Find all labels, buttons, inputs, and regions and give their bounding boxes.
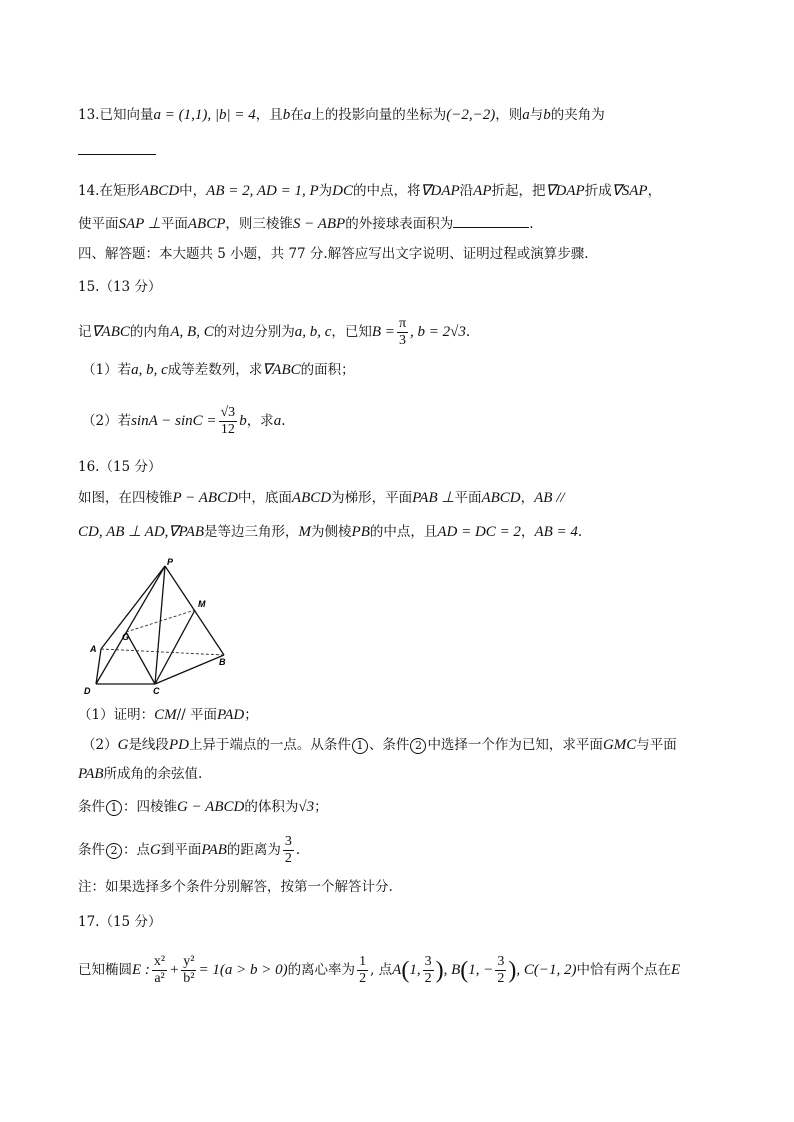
pyramid-figure <box>76 555 236 697</box>
fraction-numerator: 3 <box>284 834 292 849</box>
segment-GC <box>126 632 155 684</box>
q13-math-coords: (−2,−2) <box>446 107 496 123</box>
label-B: B <box>219 657 226 667</box>
q13-text: 上的投影向量的坐标为 <box>311 107 447 123</box>
q16-math: G <box>150 842 161 858</box>
q16-math: CM <box>154 707 177 723</box>
q13-math-a: a <box>303 107 312 123</box>
q13-math-b: b <box>282 107 291 123</box>
q14-math: SAP ⊥ <box>118 216 161 232</box>
q16-text: ， <box>520 490 535 506</box>
label-P: P <box>167 557 174 567</box>
q14-math: S − ABP <box>292 216 346 232</box>
q16-math: M <box>298 524 312 540</box>
fraction-denominator: b² <box>183 971 195 986</box>
q14-math: ABCP <box>187 216 226 232</box>
q13-text: 在 <box>290 107 304 123</box>
q16-math: AB // <box>534 490 565 506</box>
q14-text: 使平面 <box>78 216 119 232</box>
q16-text: . <box>295 842 301 858</box>
q14-line2 <box>78 213 534 234</box>
q16-part2-line1 <box>82 735 677 755</box>
edge-PA <box>101 566 165 649</box>
q15-math: a <box>273 413 282 429</box>
paren-close: ) <box>508 957 517 984</box>
q17-fraction-y2-b2 <box>181 954 196 987</box>
q14-math: ∇SAP <box>611 183 648 199</box>
fraction-denominator: 2 <box>497 971 505 986</box>
q13-answer-blank <box>78 140 156 161</box>
fraction-denominator: 2 <box>424 971 432 986</box>
q16-text: 条件 <box>78 799 105 815</box>
q16-text: ：四棱锥 <box>123 799 177 815</box>
fraction-denominator: 2 <box>284 851 292 866</box>
circled-number-1: 1 <box>106 800 122 816</box>
q15-heading-text: 15.（13 分） <box>78 279 162 295</box>
q16-text: 中，底面 <box>237 490 292 506</box>
q16-fraction-3-over-2 <box>283 834 294 867</box>
q15-math: a, b, c <box>294 324 332 340</box>
fraction-denominator: a² <box>154 971 165 986</box>
q16-condition1 <box>78 797 328 817</box>
q14-text: 的外接球表面积为 <box>345 216 454 232</box>
q15-part2 <box>82 403 285 439</box>
q15-text: 成等差数列，求 <box>167 362 263 378</box>
q16-text: // 平面 <box>176 707 217 723</box>
q16-math: √3 <box>298 799 315 815</box>
paren-open: ( <box>460 957 469 984</box>
q15-math: a, b, c <box>131 362 168 378</box>
q17-math: E : <box>132 962 150 978</box>
q17-math: A <box>392 962 402 978</box>
q17-text: 已知椭圆 <box>78 962 132 978</box>
q14-math: AP <box>473 183 492 199</box>
q16-math: PAB ⊥ <box>412 490 455 506</box>
q14-text: 沿 <box>459 183 474 199</box>
q16-heading <box>78 457 161 477</box>
q16-heading-text: 16.（15 分） <box>78 459 162 475</box>
q14-math: ∇DAP <box>545 183 585 199</box>
q14-math: ABCD <box>139 183 180 199</box>
paren-open: ( <box>401 957 410 984</box>
q16-part2-line2 <box>78 764 202 784</box>
q15-text: 的对边分别为 <box>213 324 295 340</box>
q16-text: 到平面 <box>160 842 202 858</box>
q17-stem <box>78 950 680 991</box>
q15-math: sinA − sinC = <box>131 413 217 429</box>
q16-math: PD <box>168 737 189 753</box>
fraction-numerator: π <box>398 316 407 331</box>
label-A: A <box>90 644 97 654</box>
q16-text: 、条件 <box>368 737 410 753</box>
q17-fraction-x2-a2 <box>152 954 167 987</box>
q16-text: 上异于端点的一点。从条件 <box>188 737 351 753</box>
q17-fraction-eccentricity <box>357 954 368 987</box>
q17-text: 中恰有两个点在 <box>576 962 671 978</box>
q16-text: 的中点，且 <box>369 524 438 540</box>
q16-math: PAB <box>78 766 104 782</box>
q16-math: GMC <box>602 737 637 753</box>
answer-blank <box>453 213 529 228</box>
q17-heading-text: 17.（15 分） <box>78 914 162 930</box>
q17-text: , 点 <box>370 962 393 978</box>
q17-fraction-B <box>495 954 506 987</box>
q16-math: G <box>117 737 129 753</box>
q13-number: 13. <box>78 107 100 123</box>
q15-fraction-sqrt3-over-12 <box>219 405 238 438</box>
q17-math: , C(−1, 2) <box>516 962 577 978</box>
q16-text: ：点 <box>123 842 150 858</box>
q16-math: ABCD <box>481 490 521 506</box>
q14-text: 的中点，将 <box>352 183 421 199</box>
q14-text: 中， <box>179 183 207 199</box>
q15-math: ∇ABC <box>91 324 130 340</box>
fraction-numerator: y² <box>183 954 195 969</box>
q16-text: 所成角的余弦值. <box>103 766 203 782</box>
label-M: M <box>198 599 206 609</box>
q15-math: B = <box>371 324 395 340</box>
q17-math: = 1(a > b > 0) <box>198 962 288 978</box>
q13-math-b: b <box>543 107 551 123</box>
q13-text: ，且 <box>255 107 283 123</box>
q17-fraction-A <box>423 954 434 987</box>
q16-text: ； <box>244 707 258 723</box>
q16-math: G − ABCD <box>177 799 245 815</box>
q16-text: （1）证明： <box>78 707 155 723</box>
q16-text: 中选择一个作为已知，求平面 <box>427 737 603 753</box>
q16-condition2 <box>78 832 300 868</box>
q14-text: 为 <box>318 183 333 199</box>
section-heading <box>78 244 589 264</box>
q17-text: 的离心率为 <box>287 962 356 978</box>
label-D: D <box>84 686 91 696</box>
q17-math: + <box>169 962 180 978</box>
fraction-numerator: 3 <box>497 954 505 969</box>
q16-text: ； <box>314 799 328 815</box>
paren-close: ) <box>435 957 444 984</box>
q16-text: 是线段 <box>128 737 169 753</box>
q16-math: PAB <box>201 842 227 858</box>
q15-text: . <box>281 413 286 429</box>
circled-number-2: 2 <box>410 738 426 754</box>
fraction-numerator: 1 <box>359 954 367 969</box>
q14-text: 平面 <box>160 216 188 232</box>
q14-text: 折起，把 <box>491 183 546 199</box>
q16-note <box>78 877 393 897</box>
edge-PD <box>96 566 165 684</box>
fraction-denominator: 12 <box>220 422 235 437</box>
q17-math: E <box>671 962 681 978</box>
fraction-denominator: 3 <box>398 333 406 348</box>
q16-text: 的体积为 <box>244 799 299 815</box>
q15-text: . <box>465 324 471 340</box>
q16-math: AD = DC = 2 <box>437 524 521 540</box>
q15-text: 的面积； <box>300 362 355 378</box>
edge-CB <box>155 655 224 684</box>
q15-math: A, B, C <box>170 324 214 340</box>
q14-text: . <box>529 216 534 232</box>
q13-text: 与 <box>529 107 544 123</box>
q14-math: ∇DAP <box>420 183 460 199</box>
q14-text: 折成 <box>584 183 612 199</box>
q15-math: b <box>239 413 247 429</box>
fraction-numerator: x² <box>153 954 166 969</box>
q16-math: AB = 4 <box>534 524 578 540</box>
q14-math: DC <box>332 183 353 199</box>
q15-heading <box>78 277 161 297</box>
q17-math: , B <box>443 962 461 978</box>
q15-part1 <box>82 360 355 380</box>
q16-text: 为梯形，平面 <box>331 490 413 506</box>
q16-text: 为侧棱 <box>311 524 352 540</box>
q16-math: PAD <box>216 707 245 723</box>
q15-text: ，求 <box>246 413 274 429</box>
q17-heading <box>78 912 161 932</box>
q16-text: ， <box>520 524 535 540</box>
q17-math: 1, − <box>468 962 494 978</box>
q16-text: 平面 <box>454 490 482 506</box>
q16-line1 <box>78 488 565 508</box>
q15-text: ，已知 <box>331 324 372 340</box>
q16-text: （2） <box>82 737 118 753</box>
fraction-denominator: 2 <box>359 971 367 986</box>
label-G: G <box>122 632 130 642</box>
q16-text: 条件 <box>78 842 105 858</box>
q14-text: 14.在矩形 <box>78 183 140 199</box>
q13-math-a: a <box>522 107 530 123</box>
q13-math-vector-a: a = (1,1), |b| = 4 <box>153 107 256 123</box>
q14-line1 <box>78 181 661 201</box>
q16-line2 <box>78 522 582 542</box>
edge-PC <box>155 566 165 684</box>
q16-text: 是等边三角形， <box>204 524 299 540</box>
fraction-numerator: 3 <box>424 954 432 969</box>
q15-math: ∇ABC <box>262 362 301 378</box>
circled-number-1: 1 <box>352 738 368 754</box>
q15-text: 记 <box>78 324 92 340</box>
q13-text: 已知向量 <box>99 107 154 123</box>
q16-text: . <box>577 524 583 540</box>
fraction-numerator: √3 <box>220 405 236 420</box>
q15-text: 的内角 <box>129 324 171 340</box>
q16-text: 的距离为 <box>226 842 281 858</box>
q14-math: AB = 2, AD = 1, P <box>206 183 319 199</box>
q16-part1 <box>78 705 258 725</box>
q16-text: 与平面 <box>636 737 677 753</box>
q15-math: , b = 2√3 <box>410 324 466 340</box>
q13-text: 的夹角为 <box>550 107 605 123</box>
q16-note-text: 注：如果选择多个条件分别解答，按第一个解答计分. <box>78 879 393 895</box>
q15-text: （2）若 <box>82 413 132 429</box>
label-C: C <box>153 686 160 696</box>
q15-stem <box>78 314 470 350</box>
q16-math: CD, AB ⊥ AD,∇PAB <box>78 524 205 540</box>
q14-text: ，则三棱锥 <box>225 216 293 232</box>
q13-text: ，则 <box>495 107 523 123</box>
circled-number-2: 2 <box>106 843 122 859</box>
answer-blank <box>78 140 156 155</box>
q16-math: P − ABCD <box>172 490 238 506</box>
q14-text: ， <box>647 183 662 199</box>
q15-fraction-pi-over-3 <box>397 316 408 349</box>
q16-math: ABCD <box>291 490 332 506</box>
hidden-edge-AB <box>101 649 224 655</box>
q15-text: （1）若 <box>82 362 132 378</box>
q13-line1 <box>78 105 605 125</box>
q17-math: 1, <box>409 962 421 978</box>
section-heading-text: 四、解答题：本大题共 5 小题，共 77 分.解答应写出文字说明、证明过程或演算步骤. <box>78 246 589 262</box>
q16-math: PB <box>351 524 370 540</box>
q16-text: 如图，在四棱锥 <box>78 490 173 506</box>
